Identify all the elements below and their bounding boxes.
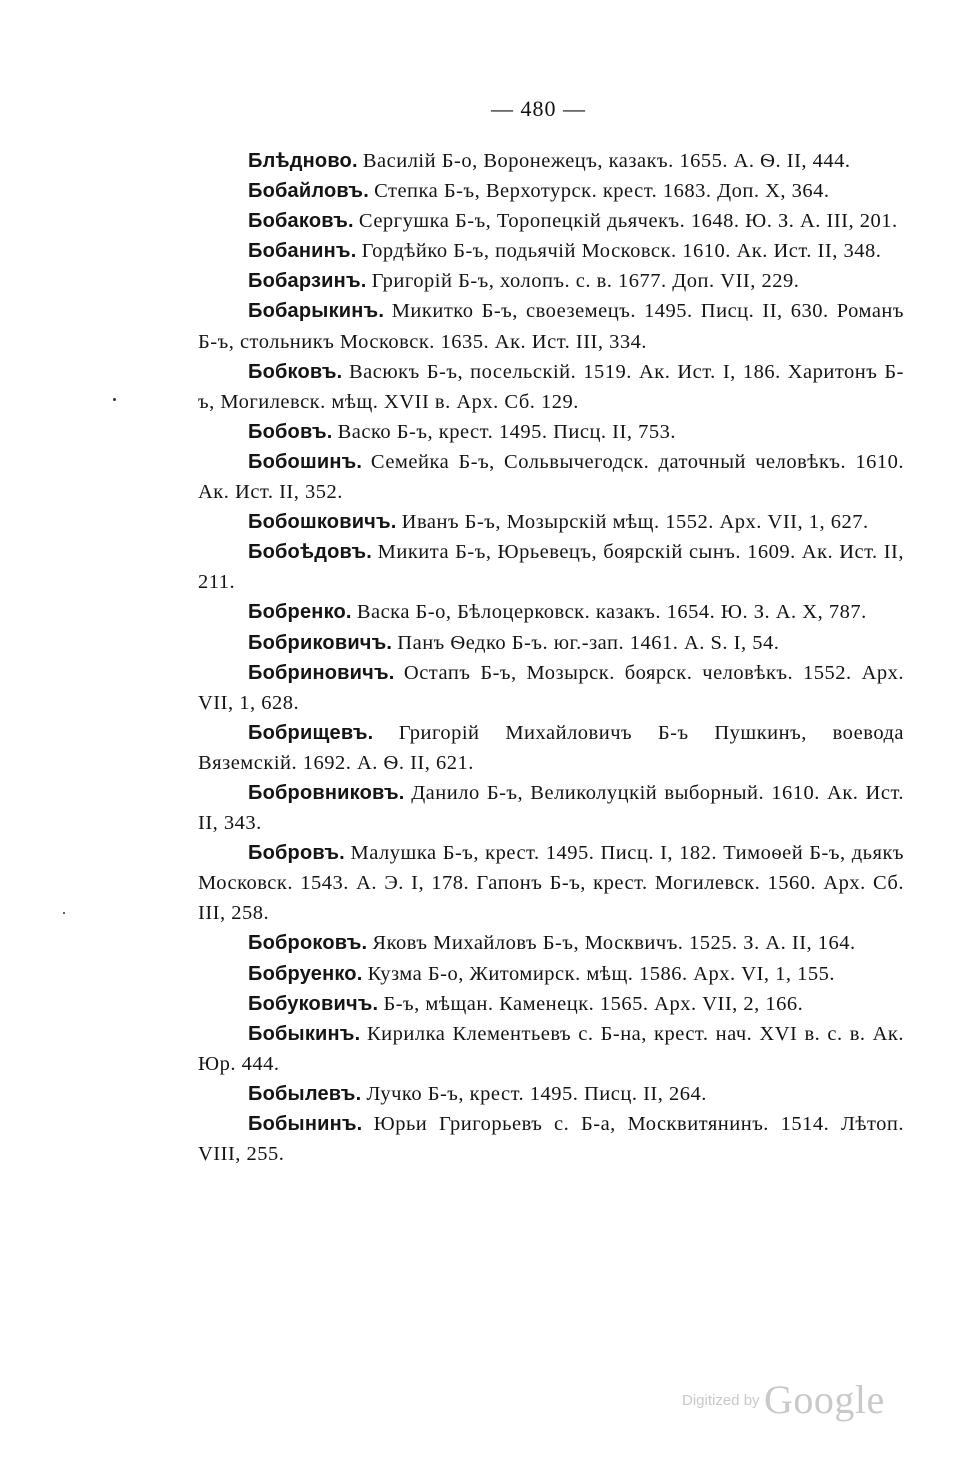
entry-text: Панъ Ѳедко Б-ъ. юг.-зап. 1461. А. S. I, 54.	[397, 631, 780, 654]
entry-headword: Бобриновичъ.	[248, 661, 395, 684]
entry-headword: Бобуковичъ.	[248, 992, 379, 1015]
dictionary-entry	[198, 146, 904, 176]
entry-headword: Бобруенко.	[248, 962, 363, 985]
entry-text: Яковъ Михайловъ Б-ъ, Москвичъ. 1525. З. А. II, 164.	[372, 932, 856, 955]
dictionary-entry	[198, 537, 904, 597]
dictionary-entry	[198, 718, 904, 778]
dictionary-entry	[198, 447, 904, 507]
dictionary-entry	[198, 838, 904, 928]
entry-text: Лучко Б-ъ, крест. 1495. Писц. II, 264.	[366, 1082, 707, 1105]
entry-headword: Бобайловъ.	[248, 180, 369, 203]
entry-text: Григорій Б-ъ, холопъ. с. в. 1677. Доп. VII, 229.	[371, 270, 800, 293]
dictionary-entry	[198, 1109, 904, 1169]
digitized-by-google-watermark	[682, 1376, 885, 1423]
entry-text: Остапъ Б-ъ, Мозырск. боярск. человѣкъ. 1552. Арх. VII, 1, 628.	[198, 661, 905, 714]
dictionary-entry	[198, 597, 904, 627]
entry-headword: Бобковъ.	[248, 360, 343, 383]
dictionary-entries	[198, 146, 904, 1169]
dictionary-entry	[198, 1079, 904, 1109]
entry-text: Малушка Б-ъ, крест. 1495. Писц. I, 182. Тимоѳей Б-ъ, дьякъ Московск. 1543. А. Э. I, 178. Гапонъ Б-ъ, крест. Могилевск. 1560. Арх. Сб. III, 258.	[198, 842, 905, 925]
entry-headword: Бобровъ.	[248, 842, 345, 865]
entry-headword: Бобанинъ.	[248, 240, 357, 263]
entry-headword: Бобынинъ.	[248, 1113, 363, 1135]
entry-headword: Бобарзинъ.	[248, 270, 367, 293]
entry-headword: Бобаковъ.	[248, 210, 354, 233]
dictionary-entry	[198, 357, 904, 417]
dictionary-entry	[198, 206, 904, 236]
entry-headword: Боброковъ.	[248, 932, 368, 955]
watermark-prefix: Digitized by	[682, 1392, 760, 1409]
entry-headword: Бобрищевъ.	[248, 721, 374, 744]
page-number: — 480 —	[491, 96, 586, 121]
dictionary-entry	[198, 928, 904, 958]
dictionary-entry	[198, 296, 904, 356]
entry-text: Гордѣйко Б-ъ, подьячій Московск. 1610. Ак. Ист. II, 348.	[361, 240, 882, 263]
dictionary-entry	[198, 959, 904, 989]
dictionary-entry	[198, 658, 904, 718]
entry-headword: Бобренко.	[248, 601, 352, 624]
entry-text: Сергушка Б-ъ, Торопецкій дьячекъ. 1648. Ю. З. А. III, 201.	[358, 210, 898, 233]
dictionary-entry	[198, 507, 904, 537]
entry-text: Васюкъ Б-ъ, посельскій. 1519. Ак. Ист. I, 186. Харитонъ Б-ъ, Могилевск. мѣщ. XVII в. Арх. Сб. 129.	[198, 360, 905, 413]
dictionary-entry	[198, 417, 904, 447]
entry-text: Микита Б-ъ, Юрьевецъ, боярскій сынъ. 1609. Ак. Ист. II, 211.	[198, 541, 904, 594]
dictionary-entry	[198, 989, 904, 1019]
entry-text: Б-ъ, мѣщан. Каменецк. 1565. Арх. VII, 2, 166.	[383, 992, 804, 1015]
stray-mark	[63, 912, 65, 914]
entry-headword: Бобовъ.	[248, 420, 333, 443]
stray-mark	[113, 398, 116, 401]
entry-text: Микитко Б-ъ, своеземецъ. 1495. Писц. II, 630. Романъ Б-ъ, стольникъ Московск. 1635. Ак. Ист. III, 334.	[198, 300, 904, 353]
entry-text: Семейка Б-ъ, Сольвычегодск. даточный человѣкъ. 1610. Ак. Ист. II, 352.	[198, 450, 904, 504]
entry-text: Данило Б-ъ, Великолуцкій выборный. 1610. Ак. Ист. II, 343.	[198, 781, 904, 835]
dictionary-entry	[198, 266, 904, 296]
entry-headword: Блѣдново.	[248, 150, 358, 172]
google-logo: Google	[764, 1377, 885, 1422]
entry-headword: Бобошковичъ.	[248, 511, 397, 534]
entry-text: Кирилка Клементьевъ с. Б-на, крест. нач. XVI в. с. в. Ак. Юр. 444.	[198, 1022, 905, 1075]
entry-text: Иванъ Б-ъ, Мозырскій мѣщ. 1552. Арх. VII, 1, 627.	[401, 511, 869, 534]
entry-text: Васко Б-ъ, крест. 1495. Писц. II, 753.	[337, 420, 676, 443]
entry-headword: Бобыкинъ.	[248, 1022, 361, 1045]
dictionary-entry	[198, 176, 904, 206]
entry-text: Кузма Б-о, Житомирск. мѣщ. 1586. Арх. VI, 1, 155.	[367, 962, 836, 985]
entry-text: Васка Б-о, Бѣлоцерковск. казакъ. 1654. Ю. З. А. X, 787.	[356, 601, 867, 624]
dictionary-entry	[198, 236, 904, 266]
entry-text: Василій Б-о, Воронежецъ, казакъ. 1655. А. Ѳ. II, 444.	[362, 150, 851, 172]
entry-text: Степка Б-ъ, Верхотурск. крест. 1683. Доп. X, 364.	[374, 180, 830, 203]
entry-text: Юрьи Григорьевъ с. Б-а, Москвитянинъ. 1514. Лѣтоп. VIII, 255.	[198, 1113, 905, 1166]
dictionary-entry	[198, 628, 904, 658]
entry-headword: Бобоѣдовъ.	[248, 541, 373, 564]
entry-headword: Бобровниковъ.	[248, 781, 405, 804]
entry-headword: Бобарыкинъ.	[248, 300, 385, 323]
entry-headword: Бобылевъ.	[248, 1082, 362, 1105]
dictionary-entry	[198, 1019, 904, 1079]
entry-headword: Бобошинъ.	[248, 450, 363, 473]
dictionary-entry	[198, 778, 904, 838]
entry-headword: Бобриковичъ.	[248, 631, 393, 654]
entry-text: Григорій Михайловичъ Б-ъ Пушкинъ, воевода Вяземскій. 1692. А. Ѳ. II, 621.	[198, 721, 905, 774]
